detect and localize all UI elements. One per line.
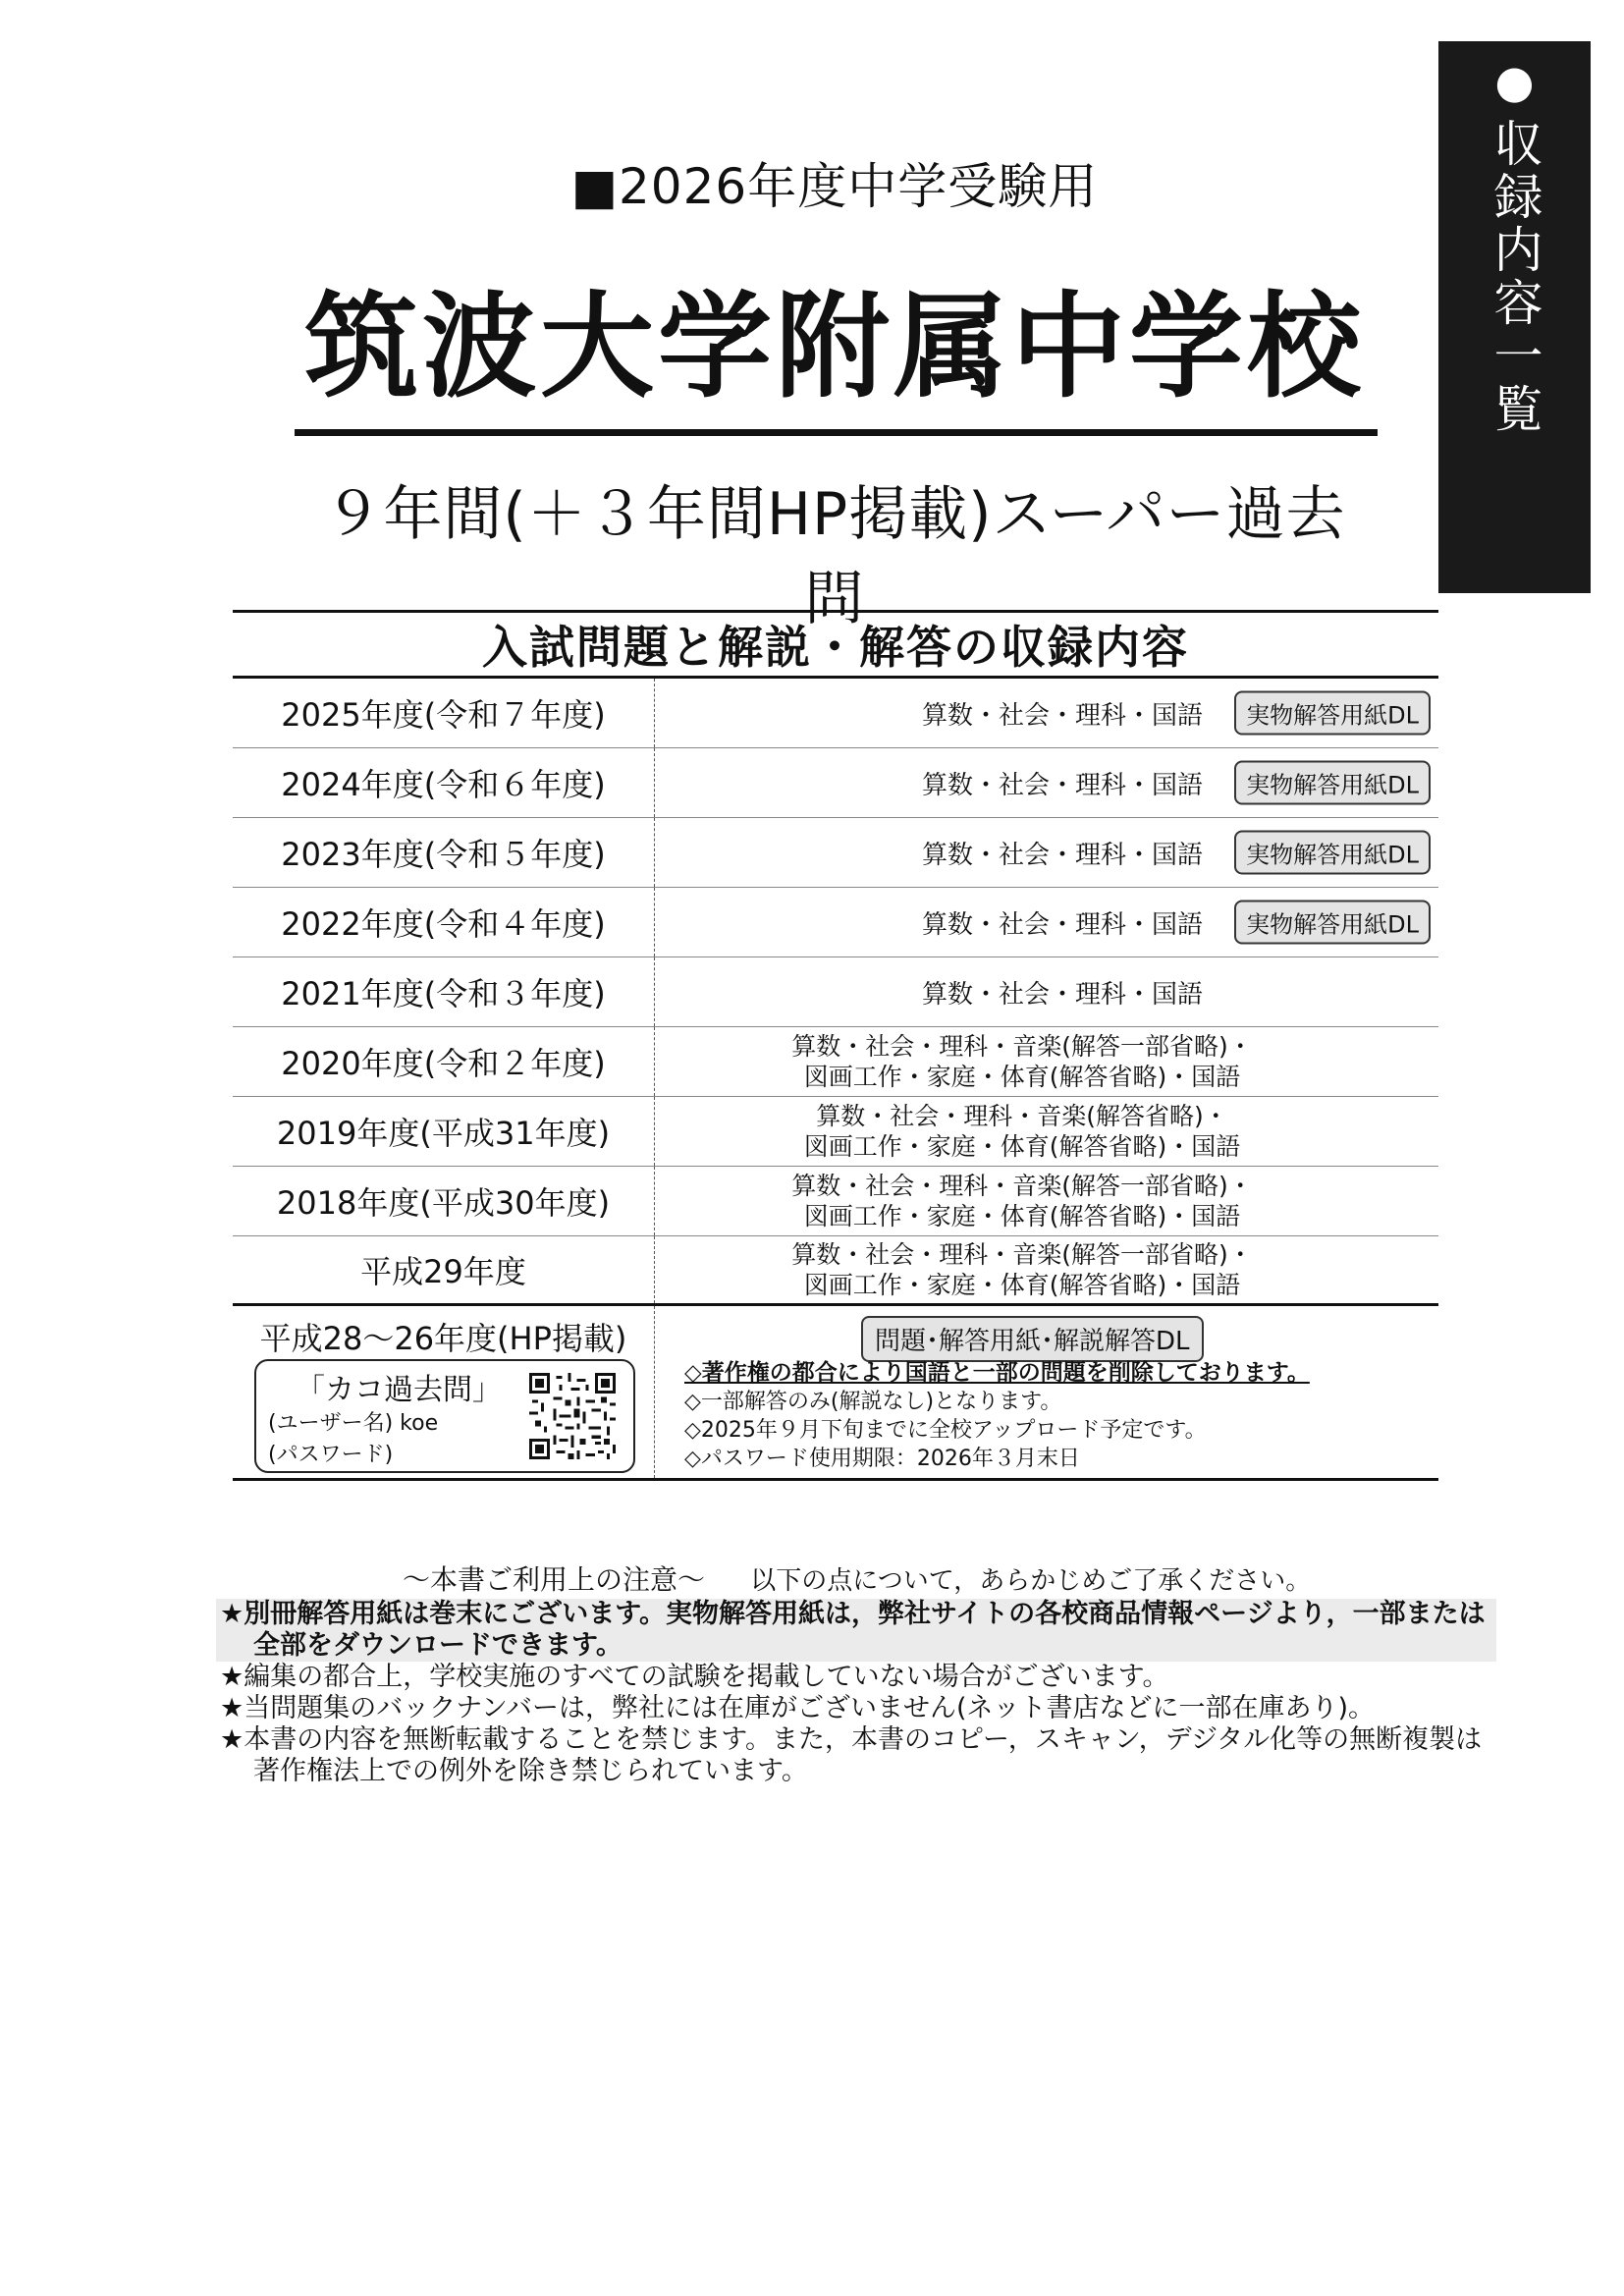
year-cell: 2022年度(令和４年度) <box>233 888 655 957</box>
subtitle: ９年間(＋３年間HP掲載)スーパー過去問 <box>323 480 1346 633</box>
year-cell: 2025年度(令和７年度) <box>233 679 655 747</box>
answer-sheet-dl-badge: 実物解答用紙DL <box>1234 761 1431 805</box>
qr-code-icon[interactable] <box>529 1373 616 1459</box>
page-title: 筑波大学附属中学校 <box>304 281 1365 413</box>
subjects-line: 図画工作・家庭・体育(解答省略)・国語 <box>803 1271 1241 1299</box>
usage-heading <box>403 1558 1311 1598</box>
subjects-line: 図画工作・家庭・体育(解答省略)・国語 <box>803 1063 1241 1091</box>
year-cell: 2019年度(平成31年度) <box>233 1097 655 1166</box>
contents-table <box>233 610 1438 1481</box>
note-item: ◇一部解答のみ(解説なし)となります。 <box>684 1390 1062 1414</box>
table-row <box>233 1236 1438 1306</box>
title-divider <box>295 429 1378 436</box>
pre-title: ■2026年度中学受験用 <box>570 158 1099 215</box>
kako-kakomon-box <box>254 1359 635 1473</box>
subjects-line: 算数・社会・理科・音楽(解答一部省略)・ <box>791 1031 1253 1061</box>
usage-notes <box>220 1599 1496 1787</box>
side-tab <box>1438 41 1591 593</box>
table-row <box>233 679 1438 748</box>
hp-year-cell: 平成28〜26年度(HP掲載) <box>259 1320 627 1357</box>
table-row <box>233 1097 1438 1167</box>
hp-download-badge: 問題･解答用紙･解説解答DL <box>861 1316 1204 1362</box>
usage-item: ★別冊解答用紙は巻末にございます。実物解答用紙は，弊社サイトの各校商品情報ページより，一部または全部をダウンロードできます。 <box>216 1599 1496 1662</box>
usage-item: ★当問題集のバックナンバーは，弊社には在庫がございません(ネット書店などに一部在庫あり)。 <box>220 1693 1376 1723</box>
kako-password: (パスワード) <box>268 1443 394 1467</box>
kako-title: 「カコ過去問」 <box>296 1373 502 1407</box>
subjects-line: 図画工作・家庭・体育(解答省略)・国語 <box>803 1132 1241 1161</box>
subjects-cell: 算数・社会・理科・国語 <box>921 700 1203 731</box>
subjects-line: 算数・社会・理科・音楽(解答一部省略)・ <box>791 1239 1253 1269</box>
table-row <box>233 1027 1438 1097</box>
note-item: ◇2025年９月下旬までに全校アップロード予定です。 <box>684 1418 1207 1443</box>
usage-item: ★本書の内容を無断転載することを禁じます。また，本書のコピー，スキャン，デジタル化等の無断複製は著作権法上での例外を除き禁じられています。 <box>220 1724 1483 1786</box>
usage-heading-title: 〜本書ご利用上の注意〜 <box>403 1563 706 1596</box>
answer-sheet-dl-badge: 実物解答用紙DL <box>1234 691 1431 736</box>
bullet-icon: ● <box>1494 55 1535 108</box>
year-cell: 2020年度(令和２年度) <box>233 1027 655 1096</box>
hp-row <box>233 1306 1438 1481</box>
table-row <box>233 748 1438 818</box>
usage-item: ★編集の都合上，学校実施のすべての試験を掲載していない場合がございます。 <box>220 1662 1169 1692</box>
answer-sheet-dl-badge: 実物解答用紙DL <box>1234 901 1431 945</box>
table-heading: 入試問題と解説・解答の収録内容 <box>233 610 1438 679</box>
kako-username: (ユーザー名) koe <box>268 1411 439 1436</box>
hp-notes <box>684 1359 1310 1473</box>
year-cell: 平成29年度 <box>233 1236 655 1303</box>
year-cell: 2023年度(令和５年度) <box>233 818 655 887</box>
table-row <box>233 957 1438 1027</box>
note-item: ◇パスワード使用期限：2026年３月末日 <box>684 1447 1080 1471</box>
subjects-line: 算数・社会・理科・音楽(解答一部省略)・ <box>791 1171 1253 1200</box>
year-cell: 2024年度(令和６年度) <box>233 748 655 817</box>
year-cell: 2018年度(平成30年度) <box>233 1167 655 1235</box>
table-row <box>233 818 1438 888</box>
usage-heading-note: 以下の点について，あらかじめご了承ください。 <box>750 1566 1312 1596</box>
subjects-cell: 算数・社会・理科・国語 <box>921 909 1203 940</box>
subjects-cell: 算数・社会・理科・国語 <box>921 840 1203 870</box>
answer-sheet-dl-badge: 実物解答用紙DL <box>1234 831 1431 875</box>
subjects-cell: 算数・社会・理科・国語 <box>921 979 1203 1010</box>
note-item: ◇著作権の都合により国語と一部の問題を削除しております。 <box>684 1360 1310 1386</box>
subjects-line: 算数・社会・理科・音楽(解答省略)・ <box>816 1101 1228 1130</box>
table-row <box>233 888 1438 957</box>
side-tab-label: 収録内容一覧 <box>1486 118 1543 436</box>
table-row <box>233 1167 1438 1236</box>
subjects-cell: 算数・社会・理科・国語 <box>921 770 1203 800</box>
year-cell: 2021年度(令和３年度) <box>233 957 655 1026</box>
subjects-line: 図画工作・家庭・体育(解答省略)・国語 <box>803 1202 1241 1230</box>
